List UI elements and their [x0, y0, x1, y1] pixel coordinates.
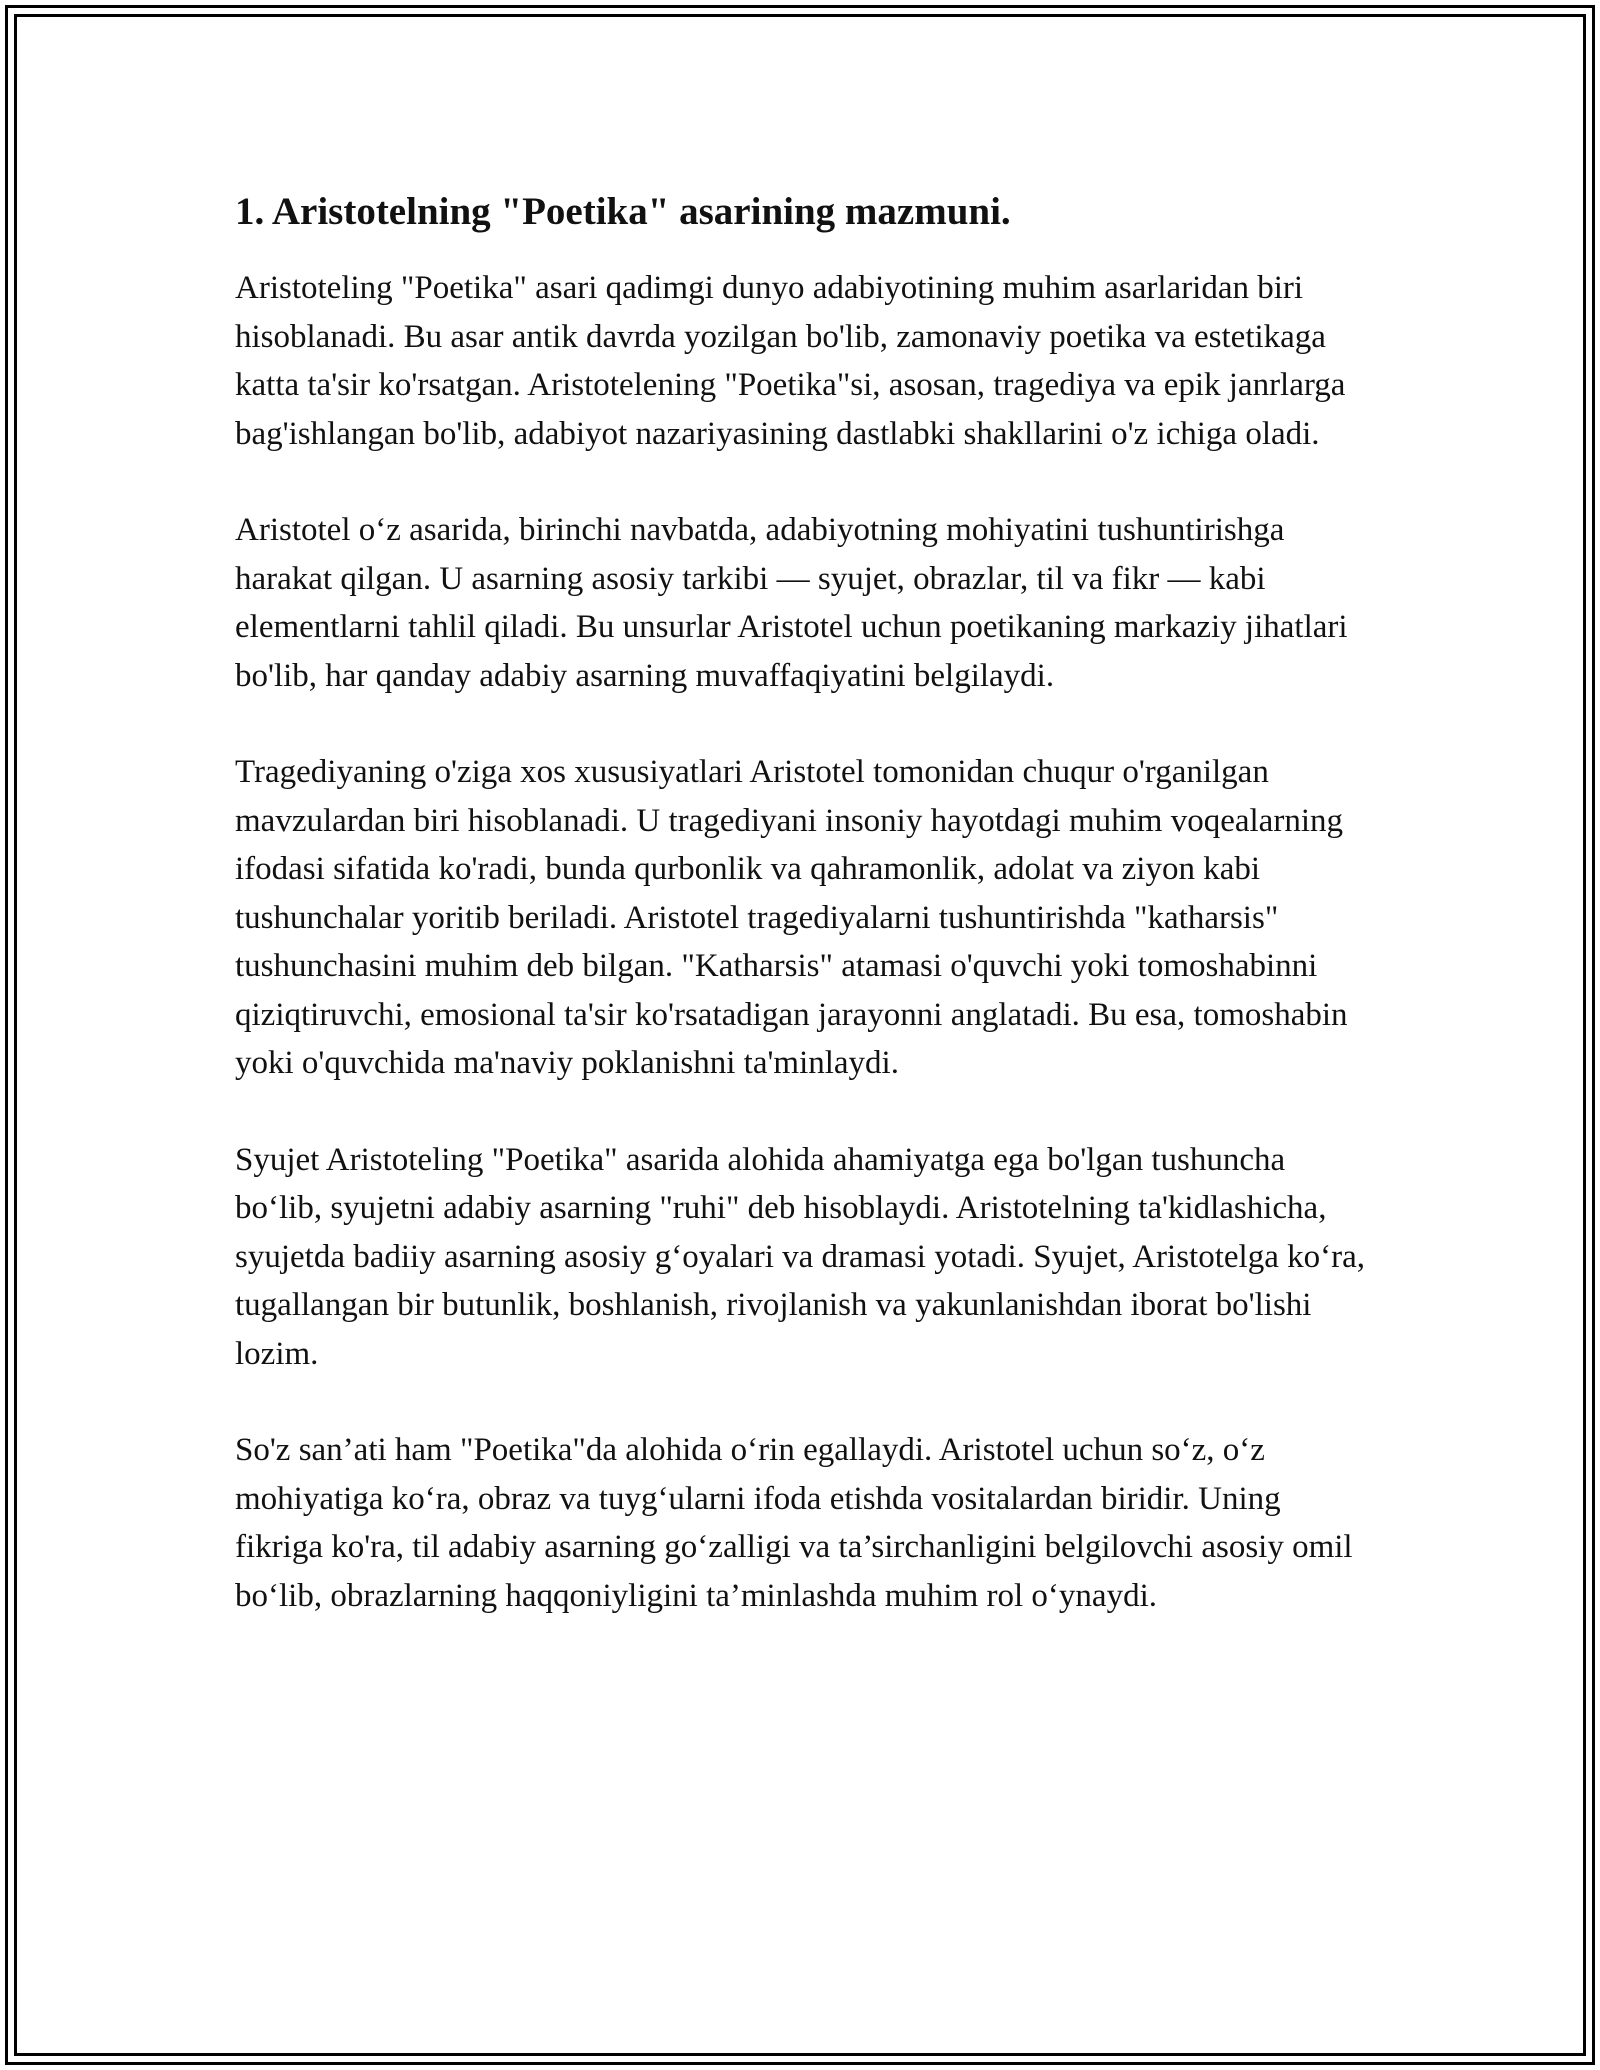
document-title: 1. Aristotelning "Poetika" asarining mazmuni.: [235, 190, 1011, 233]
paragraph-word-art: So'z san’ati ham "Poetika"da alohida o‘rin egallaydi. Aristotel uchun so‘z, o‘z mohiyatiga ko‘ra, obraz va tuyg‘ularni ifoda etishda vositalardan biridir. Uning fikriga ko'ra, til adabiy asarning go‘zalligi va ta’sirchanligini belgilovchi asosiy omil bo‘lib, obrazlarning haqqoniyligini ta’minlashda muhim rol o‘ynaydi.: [235, 1432, 1353, 1614]
paragraph-tragedy: Tragediyaning o'ziga xos xususiyatlari Aristotel tomonidan chuqur o'rganilgan mavzulardan biri hisoblanadi. U tragediyani insoniy hayotdagi muhim voqealarning ifodasi sifatida ko'radi, bunda qurbonlik va qahramonlik, adolat va ziyon kabi tushunchalar yoritib beriladi. Aristotel tragediyalarni tushuntirishda "katharsis" tushunchasini muhim deb bilgan. "Katharsis" atamasi o'quvchi yoki tomoshabinni qiziqtiruvchi, emosional ta'sir ko'rsatadigan jarayonni anglatadi. Bu esa, tomoshabin yoki o'quvchida ma'naviy poklanishni ta'minlaydi.: [235, 754, 1348, 1081]
paragraph-introduction: Aristoteling "Poetika" asari qadimgi dunyo adabiyotining muhim asarlaridan biri hisoblanadi. Bu asar antik davrda yozilgan bo'lib, zamonaviy poetika va estetikaga katta ta'sir ko'rsatgan. Aristotelening "Poetika"si, asosan, tragediya va epik janrlarga bag'ishlangan bo'lib, adabiyot nazariyasining dastlabki shakllarini o'z ichiga oladi.: [235, 270, 1346, 452]
document-body: [235, 186, 1375, 1668]
paragraph-plot: Syujet Aristoteling "Poetika" asarida alohida ahamiyatga ega bo'lgan tushuncha bo‘lib, syujetni adabiy asarning "ruhi" deb hisoblaydi. Aristotelning ta'kidlashicha, syujetda badiiy asarning asosiy g‘oyalari va dramasi yotadi. Syujet, Aristotelga ko‘ra, tugallangan bir butunlik, boshlanish, rivojlanish va yakunlanishdan iborat bo'lishi lozim.: [235, 1141, 1365, 1372]
paragraph-elements: Aristotel o‘z asarida, birinchi navbatda, adabiyotning mohiyatini tushuntirishga harakat qilgan. U asarning asosiy tarkibi — syujet, obrazlar, til va fikr — kabi elementlarni tahlil qiladi. Bu unsurlar Aristotel uchun poetikaning markaziy jihatlari bo'lib, har qanday adabiy asarning muvaffaqiyatini belgilaydi.: [235, 512, 1348, 694]
